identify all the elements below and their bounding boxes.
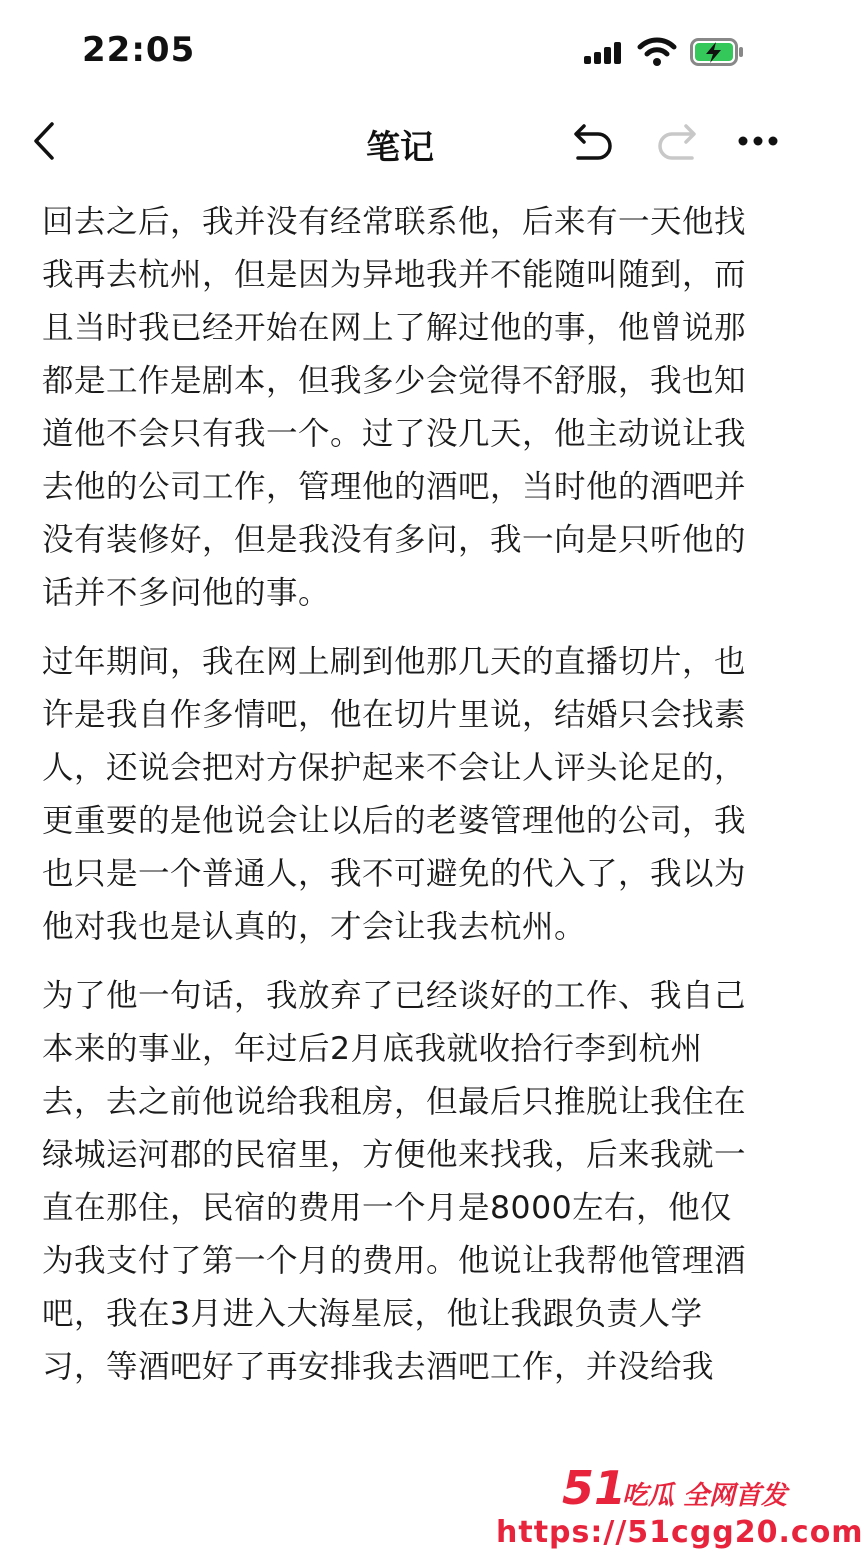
- status-bar: [0, 0, 800, 100]
- cellular-signal-icon: [584, 40, 626, 68]
- battery-charging-icon: [690, 38, 744, 66]
- note-paragraph: 回去之后，我并没有经常联系他，后来有一天他找我再去杭州，但是因为异地我并不能随叫随到，而且当时我已经开始在网上了解过他的事，他曾说那都是工作是剧本，但我多少会觉得不舒服，我也知道他不会只有我一个。过了没几天，他主动说让我去他的公司工作，管理他的酒吧，当时他的酒吧并没有装修好，但是我没有多问，我一向是只听他的话并不多问他的事。: [42, 204, 747, 611]
- watermark-url: https://51cgg20.com: [496, 1515, 864, 1550]
- nav-bar: [0, 100, 800, 186]
- watermark-logo: 51: [562, 1461, 627, 1515]
- note-paragraph: 过年期间，我在网上刷到他那几天的直播切片，也许是我自作多情吧，他在切片里说，结婚只会找素人，还说会把对方保护起来不会让人评头论足的，更重要的是他说会让以后的老婆管理他的公司，我也只是一个普通人，我不可避免的代入了，我以为他对我也是认真的，才会让我去杭州。: [42, 644, 747, 945]
- note-editor[interactable]: [42, 196, 762, 1410]
- undo-icon[interactable]: [572, 120, 616, 162]
- watermark-text: 吃瓜 全网首发: [622, 1481, 788, 1511]
- note-paragraph: 为了他一句话，我放弃了已经谈好的工作、我自己本来的事业，年过后2月底我就收拾行李到杭州去，去之前他说给我租房，但最后只推脱让我住在绿城运河郡的民宿里，方便他来找我，后来我就一直在那住，民宿的费用一个月是8000左右，他仅为我支付了第一个月的费用。他说让我帮他管理酒吧，我在3月进入大海星辰，他让我跟负责人学习，等酒吧好了再安排我去酒吧工作，并没给我: [42, 978, 747, 1385]
- page-title: 笔记: [366, 128, 434, 168]
- redo-icon[interactable]: [654, 120, 698, 162]
- status-time: 22:05: [82, 30, 196, 70]
- more-options-icon[interactable]: [736, 134, 780, 148]
- wifi-icon: [638, 36, 676, 68]
- watermark: [492, 1459, 864, 1559]
